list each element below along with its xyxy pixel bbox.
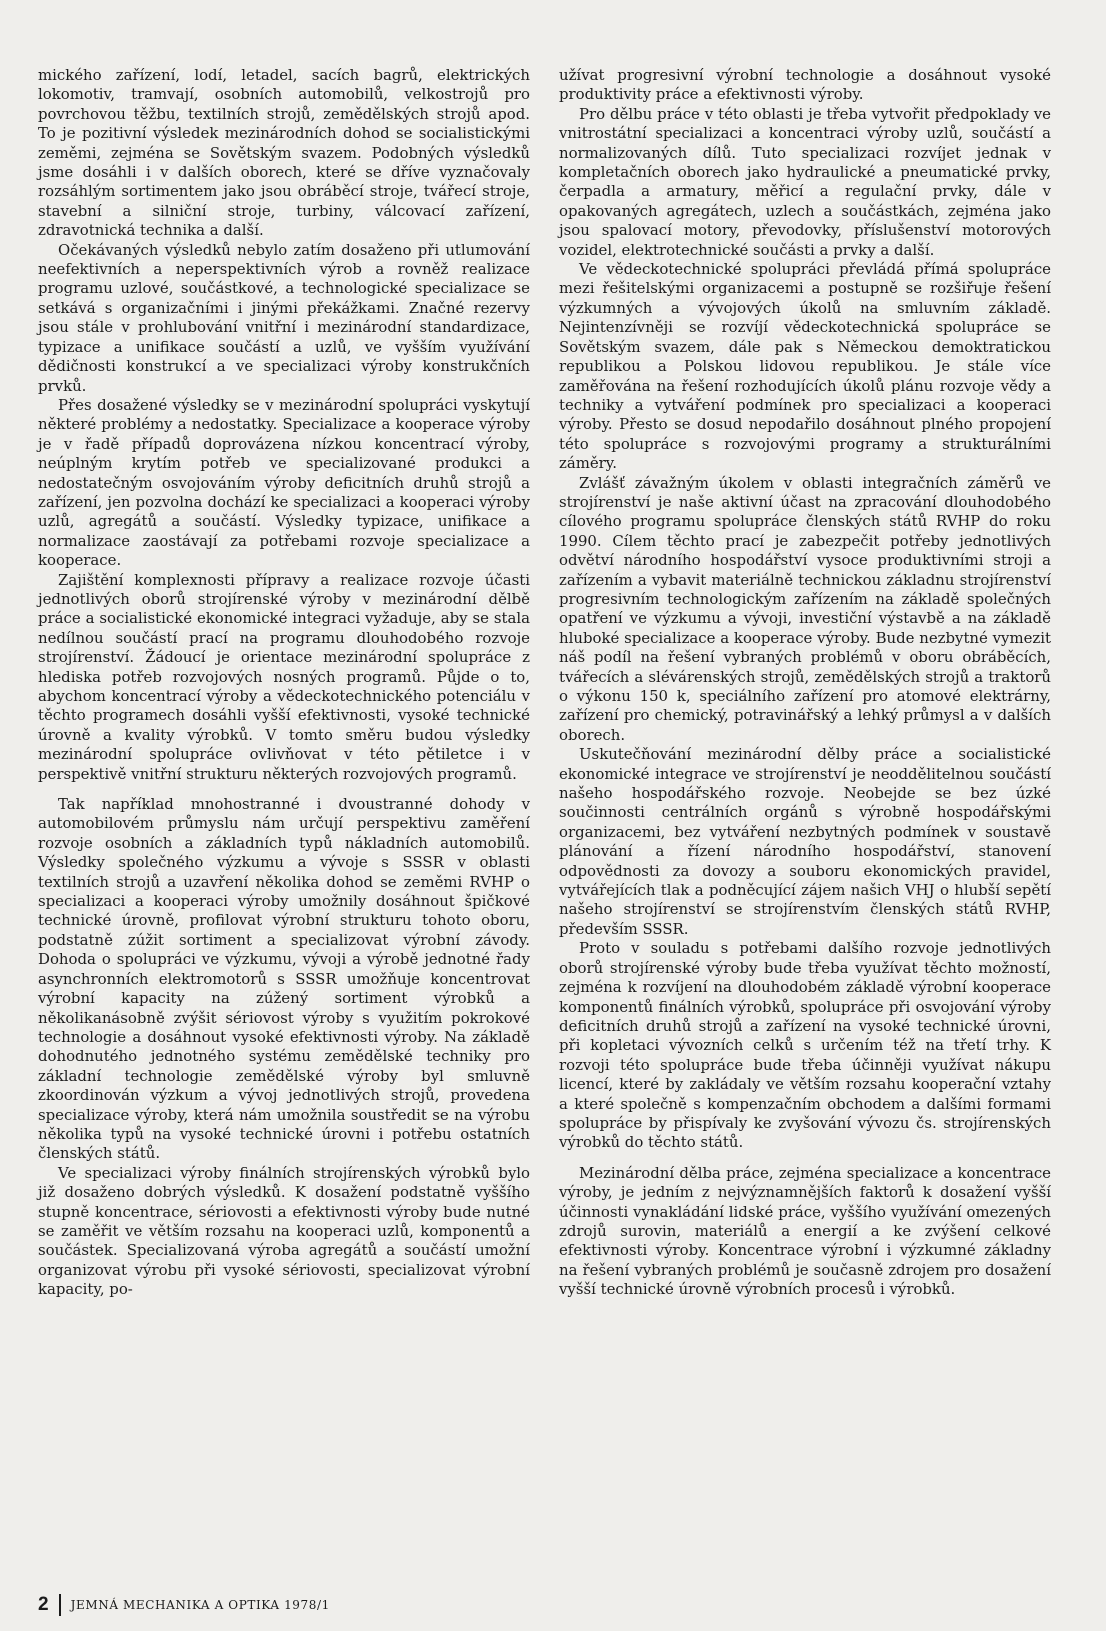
paragraph: Mezinárodní dělba práce, zejména specializace a koncentrace výroby, je jedním z nejvýznamnějších faktorů k dosažení vyšší účinnosti vynakládání lidské práce, vyššího využívání omezených zdrojů surovin, materiálů a energií a ke zvýšení celkové efektivnosti výroby. Koncentrace výrobní i výzkumné základny na řešení vybraných problémů je současně zdrojem pro dosažení vyšší technické úrovně výrobních procesů i výrobků. xyxy=(559,1163,1051,1299)
paragraph: Ve specializaci výroby finálních strojírenských výrobků bylo již dosaženo dobrých výsledků. K dosažení podstatně vyššího stupně koncentrace, sériovosti a efektivnosti výroby bude nutné se zaměřit ve větším rozsahu na kooperaci uzlů, komponentů a součástek. Specializovaná výroba agregátů a součástí umožní organizovat výrobu při vysoké sériovosti, specializovat výrobní kapacity, po- xyxy=(38,1163,530,1299)
journal-title: JEMNÁ MECHANIKA A OPTIKA 1978/1 xyxy=(70,1598,330,1612)
footer-divider xyxy=(59,1594,61,1616)
right-text-column xyxy=(559,66,1051,1300)
paragraph: Ve vědeckotechnické spolupráci převládá přímá spolupráce mezi řešitelskými organizacemi a postupně se rozšiřuje řešení výzkumných a vývojových úkolů na smluvním základě. Nejintenzívněji se rozvíjí vědeckotechnická spolupráce se Sovětským svazem, dále pak s Německou demoktratickou republikou a Polskou lidovou republikou. Je stále více zaměřována na řešení rozhodujících úkolů plánu rozvoje vědy a techniky a vytváření podmínek pro specializaci a kooperaci výroby. Přesto se dosud nepodařilo dosáhnout plného propojení této spolupráce s rozvojovými programy a strukturálními záměry. xyxy=(559,260,1051,473)
paragraph: Proto v souladu s potřebami dalšího rozvoje jednotlivých oborů strojírenské výroby bude třeba využívat těchto možností, zejména k rozvíjení na dlouhodobém základě výrobní kooperace komponentů finálních výrobků, spolupráce při osvojování výroby deficitních druhů strojů a zařízení na vysoké technické úrovni, při kopletaci vývozních celků s určením též na třetí trhy. K rozvoji této spolupráce bude třeba účinněji využívat nákupu licencí, které by zakládaly ve větším rozsahu kooperační vztahy a které společně s kompenzačním obchodem a dalšími formami spolupráce by přispívaly ke zvyšování vývozu čs. strojírenských výrobků do těchto států. xyxy=(559,939,1051,1152)
paragraph: Přes dosažené výsledky se v mezinárodní spolupráci vyskytují některé problémy a nedostatky. Specializace a kooperace výroby je v řadě případů doprovázena nízkou koncentrací výroby, neúplným krytím potřeb ve specializované produkci a nedostatečným osvojováním výroby deficitních druhů strojů a zařízení, jen pozvolna dochází ke specializaci a kooperaci výroby uzlů, agregátů a součástí. Výsledky typizace, unifikace a normalizace zaostávají za potřebami rozvoje specializace a kooperace. xyxy=(38,395,530,570)
page-number: 2 xyxy=(38,1594,49,1615)
paragraph: Uskutečňování mezinárodní dělby práce a socialistické ekonomické integrace ve strojírenství je neoddělitelnou součástí našeho hospodářského rozvoje. Neobejde se bez úzké součinnosti centrálních orgánů s výrobně hospodářskými organizacemi, bez vytváření nezbytných podmínek v soustavě plánování a řízení národního hospodářství, stanovení odpovědnosti za dovozy a souboru ekonomických pravidel, vytvářejících tlak a podněcující zájem našich VHJ o hlubší sepětí našeho strojírenství se strojírenstvím členských států RVHP, především SSSR. xyxy=(559,745,1051,938)
paragraph: užívat progresivní výrobní technologie a dosáhnout vysoké produktivity práce a efektivnosti výroby. xyxy=(559,66,1051,104)
paragraph: mického zařízení, lodí, letadel, sacích bagrů, elektrických lokomotiv, tramvají, osobních automobilů, velkostrojů pro povrchovou těžbu, textilních strojů, zemědělských strojů apod. To je pozitivní výsledek mezinárodních dohod se socialistickými zeměmi, zejména se Sovětským svazem. Podobných výsledků jsme dosáhli i v dalších oborech, které se dříve vyznačovaly rozsáhlým sortimentem jako jsou obráběcí stroje, tvářecí stroje, stavební a silniční stroje, turbiny, válcovací zařízení, zdravotnická technika a další. xyxy=(38,66,530,240)
page-footer xyxy=(38,1594,330,1616)
paragraph: Zajištění komplexnosti přípravy a realizace rozvoje účasti jednotlivých oborů strojírenské výroby v mezinárodní dělbě práce a socialistické ekonomické integraci vyžaduje, aby se stala nedílnou součástí prací na programu dlouhodobého rozvoje strojírenství. Žádoucí je orientace mezinárodní spolupráce z hlediska potřeb rozvojových nosných programů. Půjde o to, abychom koncentrací výroby a vědeckotechnického potenciálu v těchto programech dosáhli vyšší efektivnosti, vysoké technické úrovně a kvality výrobků. V tomto směru budou výsledky mezinárodní spolupráce ovlivňovat v této pětiletce i v perspektivě vnitřní strukturu některých rozvojových programů. xyxy=(38,570,530,783)
paragraph: Zvlášť závažným úkolem v oblasti integračních záměrů ve strojírenství je naše aktivní účast na zpracování dlouhodobého cílového programu spolupráce členských států RVHP do roku 1990. Cílem těchto prací je zabezpečit potřeby jednotlivých odvětví národního hospodářství vysoce produktivními stroji a zařízením a vybavit materiálně technickou základnu strojírenství progresivním technologickým zařízením na základě společných opatření ve výzkumu a vývoji, investiční výstavbě a na základě hluboké specializace a kooperace výroby. Bude nezbytné vymezit náš podíl na řešení vybraných problémů v oboru obráběcích, tvářecích a slévárenských strojů, zemědělských strojů a traktorů o výkonu 150 k, speciálního zařízení pro atomové elektrárny, zařízení pro chemický, potravinářský a lehký průmysl a v dalších oborech. xyxy=(559,473,1051,744)
paragraph: Očekávaných výsledků nebylo zatím dosaženo při utlumování neefektivních a neperspektivních výrob a rovněž realizace programu uzlové, součástkové, a technologické specializace se setkává s organizačními i jinými překážkami. Značné rezervy jsou stále v prohlubování vnitřní i mezinárodní standardizace, typizace a unifikace součástí a uzlů, ve vyšším využívání dědičnosti konstrukcí a ve specializaci výroby konstrukčních prvků. xyxy=(38,240,530,395)
paragraph: Pro dělbu práce v této oblasti je třeba vytvořit předpoklady ve vnitrostátní specializaci a koncentraci výroby uzlů, součástí a normalizovaných dílů. Tuto specializaci rozvíjet jednak v kompletačních oborech jako hydraulické a pneumatické prvky, čerpadla a armatury, měřicí a regulační prvky, dále v opakovaných agregátech, uzlech a součástkách, zejména jako jsou spalovací motory, převodovky, příslušenství motorových vozidel, elektrotechnické součásti a prvky a další. xyxy=(559,104,1051,259)
left-text-column xyxy=(38,66,530,1300)
paragraph: Tak například mnohostranné i dvoustranné dohody v automobilovém průmyslu nám určují perspektivu zaměření rozvoje osobních a základních typů nákladních automobilů. Výsledky společného výzkumu a vývoje s SSSR v oblasti textilních strojů a uzavření několika dohod se zeměmi RVHP o specializaci a kooperaci výroby umožnily dosáhnout špičkové technické úrovně, profilovat výrobní strukturu tohoto oboru, podstatně zúžit sortiment a specializovat výrobní závody. Dohoda o spolupráci ve výzkumu, vývoji a výrobě jednotné řady asynchronních elektromotorů s SSSR umožňuje koncentrovat výrobní kapacity na zúžený sortiment výrobků a několikanásobně zvýšit sériovost výroby s využitím pokrokové technologie a dosáhnout vysoké efektivnosti výroby. Na základě dohodnutého jednotného systému zemědělské techniky pro základní technologie zemědělské výroby byl smluvně zkoordinován výzkum a vývoj jednotlivých strojů, provedena specializace výroby, která nám umožnila soustředit se na výrobu několika typů na vysoké technické úrovni i potřebu ostatních členských států. xyxy=(38,795,530,1163)
